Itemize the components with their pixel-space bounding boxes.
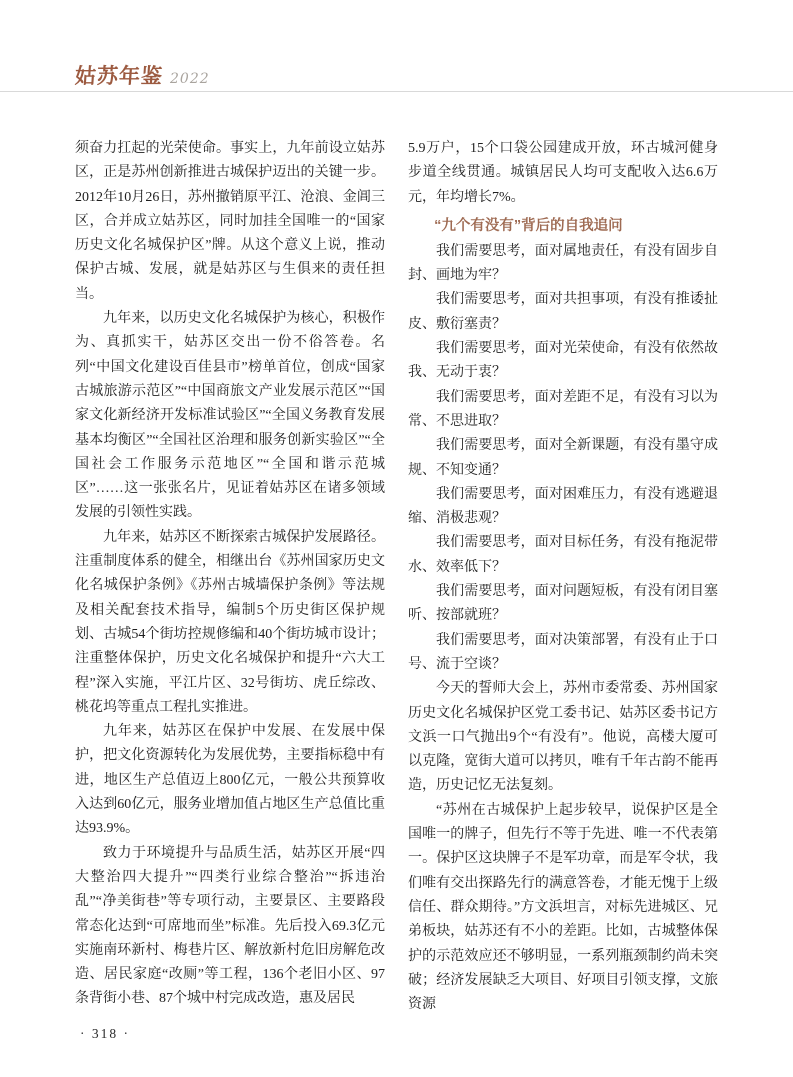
- paragraph: 我们需要思考，面对属地责任，有没有固步自封、画地为牢？: [408, 243, 718, 284]
- year-label: 2022: [170, 71, 210, 87]
- paragraph: 九年来，以历史文化名城保护为核心，积极作为、真抓实干，姑苏区交出一份不俗答卷。名列“中国文化建设百佳县市”榜单首位，创成“国家古城旅游示范区”“中国商旅文产业发展示范区”“国家文化新经济开发标准试验区”“全国义务教育发展基本均衡区”“全国社区治理和服务创新实验区”“全国社会工作服务示范地区”“全国和谐示范城区”……这一张张名片，见证着姑苏区在诸多领域发展的引领性实践。: [75, 311, 385, 521]
- section-heading: “九个有没有”背后的自我追问: [434, 217, 623, 234]
- paragraph: 致力于环境提升与品质生活，姑苏区开展“四大整治四大提升”“四类行业综合整治”“拆违治乱”“净美街巷”等专项行动，主要景区、主要路段常态化达到“可席地而坐”标准。先后投入69.3亿元实施南环新村、梅巷片区、解放新村危旧房解危改造、居民家庭“改厕”等工程，136个老旧小区、97条背街小巷、87个城中村完成改造，惠及居民: [75, 845, 385, 1007]
- left-column: [75, 137, 385, 1017]
- right-column: [408, 137, 718, 1017]
- paragraph: 我们需要思考，面对共担事项，有没有推诿扯皮、敷衍塞责？: [408, 292, 718, 332]
- paragraph: 须奋力扛起的光荣使命。事实上，九年前设立姑苏区，正是苏州创新推进古城保护迈出的关键一步。2012年10月26日，苏州撤销原平江、沧浪、金阊三区，合并成立姑苏区，同时加挂全国唯一的“国家历史文化名城保护区”牌。从这个意义上说，推动保护古城、发展，就是姑苏区与生俱来的责任担当。: [75, 141, 385, 302]
- paragraph: 我们需要思考，面对困难压力，有没有逃避退缩、消极悲观？: [408, 486, 718, 527]
- paragraph: 我们需要思考，面对全新课题，有没有墨守成规、不知变通？: [408, 438, 718, 478]
- paragraph: 九年来，姑苏区在保护中发展、在发展中保护，把文化资源转化为发展优势，主要指标稳中有进，地区生产总值迈上800亿元，一般公共预算收入达到60亿元，服务业增加值占地区生产总值比重达93.9%。: [75, 724, 385, 837]
- right-column-body: [408, 240, 718, 1018]
- right-column-lead: [408, 137, 718, 210]
- paragraph: 我们需要思考，面对目标任务，有没有拖泥带水、效率低下？: [408, 535, 718, 575]
- paragraph: 今天的誓师大会上，苏州市委常委、苏州国家历史文化名城保护区党工委书记、姑苏区委书记方文浜一口气抛出9个“有没有”。他说，高楼大厦可以克隆，宽街大道可以拷贝，唯有千年古韵不能再造，历史记忆无法复刻。: [408, 681, 718, 794]
- text-columns: [75, 137, 718, 1017]
- page-header: [75, 60, 210, 92]
- paragraph: 我们需要思考，面对光荣使命，有没有依然故我、无动于衷？: [408, 341, 718, 381]
- paragraph: 我们需要思考，面对决策部署，有没有止于口号、流于空谈？: [408, 632, 718, 672]
- page-number: · 318 ·: [80, 1026, 130, 1041]
- paragraph: “苏州在古城保护上起步较早，说保护区是全国唯一的牌子，但先行不等于先进、唯一不代表第一。保护区这块牌子不是军功章，而是军令状，我们唯有交出探路先行的满意答卷，才能无愧于上级信任、群众期待。”方文浜坦言，对标先进城区、兄弟板块，姑苏还有不小的差距。比如，古城整体保护的示范效应还不够明显，一系列瓶颈制约尚未突破；经济发展缺乏大项目、好项目引领支撑，文旅资源: [408, 802, 718, 1013]
- paragraph: 我们需要思考，面对差距不足，有没有习以为常、不思进取？: [408, 389, 718, 429]
- paragraph: 我们需要思考，面对问题短板，有没有闭目塞听、按部就班？: [408, 584, 718, 624]
- paragraph: 九年来，姑苏区不断探索古城保护发展路径。注重制度体系的健全，相继出台《苏州国家历史文化名城保护条例》《苏州古城墙保护条例》等法规及相关配套技术指导，编制5个历史街区保护规划、古城54个街坊控规修编和40个街坊城市设计；注重整体保护，历史文化名城保护和提升“六大工程”深入实施，平江片区、32号街坊、虎丘综改、桃花坞等重点工程扎实推进。: [75, 529, 385, 715]
- brand-logo: 姑苏年鉴: [74, 63, 164, 88]
- paragraph: 5.9万户，15个口袋公园建成开放，环古城河健身步道全线贯通。城镇居民人均可支配收入达6.6万元，年均增长7%。: [408, 141, 718, 205]
- header-divider: [0, 91, 793, 92]
